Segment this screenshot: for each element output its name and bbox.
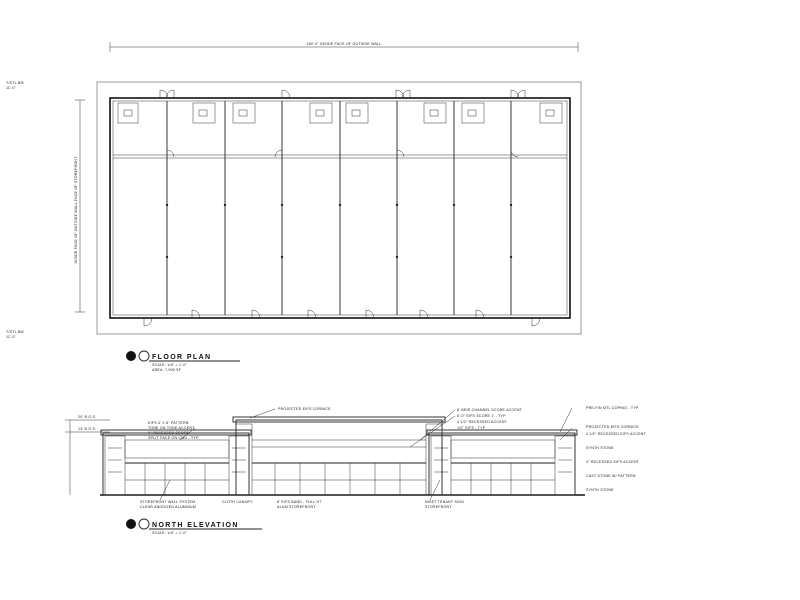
note-bottom-6: INSET TENANT SIGN (425, 500, 464, 504)
elevation-title-block (126, 519, 262, 535)
rear-doors (160, 90, 525, 98)
note-right-3: 4 1/2" RECESSED EIFS ACCENT (586, 432, 646, 436)
note-top-1: PROJECTED EIFS CORNICE (278, 407, 331, 411)
note-right-7: SYNTH STONE (586, 488, 614, 492)
note-right-1: PRE-FIN MTL COPING - TYP (586, 406, 639, 410)
floor-plan-scale: SCALE: 1/8" = 1'-0" (152, 363, 188, 367)
note-right-6: CAST STONE W/ PATTERN (586, 474, 636, 478)
elev-tag-top: T/STL BM (6, 81, 24, 85)
note-right-4: SYNTH STONE (586, 446, 614, 450)
note-right-2: PROJECTED EIFS CORNICE (586, 425, 639, 429)
plan-border (97, 82, 581, 334)
north-elevation (65, 406, 647, 535)
note-right-5: 4" RECESSED EIFS ACCENT (586, 460, 640, 464)
note-bottom-7: STOREFRONT (425, 505, 452, 509)
elev-tag-bottom: T/STL BM (6, 330, 24, 334)
depth-dimension-line (74, 100, 85, 312)
level-mark-2: 14' B.O.S. (78, 427, 97, 431)
note-bottom-5: ALUM STOREFRONT (277, 505, 316, 509)
section-marker-icon (139, 351, 149, 361)
note-left-3: 1" RECESSED SCORE (148, 431, 190, 435)
floor-plan-title-block (126, 351, 240, 372)
right-wing (427, 430, 577, 495)
elev-tag-bottom-value: 11'-0" (6, 335, 17, 339)
elev-tag-top-value: 11'-0" (6, 86, 17, 90)
note-left-1: EIFS 4' X 8" PATTERN (148, 421, 189, 425)
elevation-scale: SCALE: 1/8" = 1'-0" (152, 531, 188, 535)
floor-plan-area: AREA: 7,900 SF (152, 368, 182, 372)
overall-dimension-line (110, 42, 578, 52)
corridor-doors (167, 150, 518, 157)
note-bottom-3: CLOTH CANOPY (222, 500, 253, 504)
columns (166, 204, 512, 258)
note-bottom-1: STOREFRONT WALL SYSTEM (140, 500, 196, 504)
north-arrow-icon (126, 519, 136, 529)
overall-dimension-text: 160'-0" INSIDE FACE OF OUTSIDE WALL (306, 42, 382, 46)
demising-walls (167, 101, 511, 315)
note-top-3: 6'-0" EIFS SCORE 1' - TYP (457, 414, 506, 418)
note-top-4: 4 1/2" RECESSED ACCENT (457, 420, 508, 424)
center-section (233, 417, 445, 495)
note-bottom-2: CLEAR ANODIZED ALUMINUM (140, 505, 196, 509)
note-left-4: SPLIT FACE ON CMU - TYP (148, 436, 199, 440)
section-marker-icon (139, 519, 149, 529)
elevation-title: NORTH ELEVATION (152, 522, 239, 529)
note-bottom-4: 8' EIFS BAND - FULL HT (277, 500, 322, 504)
floor-plan (6, 42, 581, 372)
north-arrow-icon (126, 351, 136, 361)
note-top-2: 8' BEIR CHANNEL SCORE ACCENT (457, 408, 523, 412)
depth-dimension-text: INSIDE FACE OF OUTSIDE WALL FACE OF STOREFRONT (74, 156, 78, 264)
note-top-5: 1/2" EIFS - TYP (457, 426, 486, 430)
level-mark-1: 20' B.O.S. (78, 415, 97, 419)
note-left-2: TONE ON TONE ACCENT (148, 426, 195, 430)
floor-plan-title: FLOOR PLAN (152, 354, 212, 361)
